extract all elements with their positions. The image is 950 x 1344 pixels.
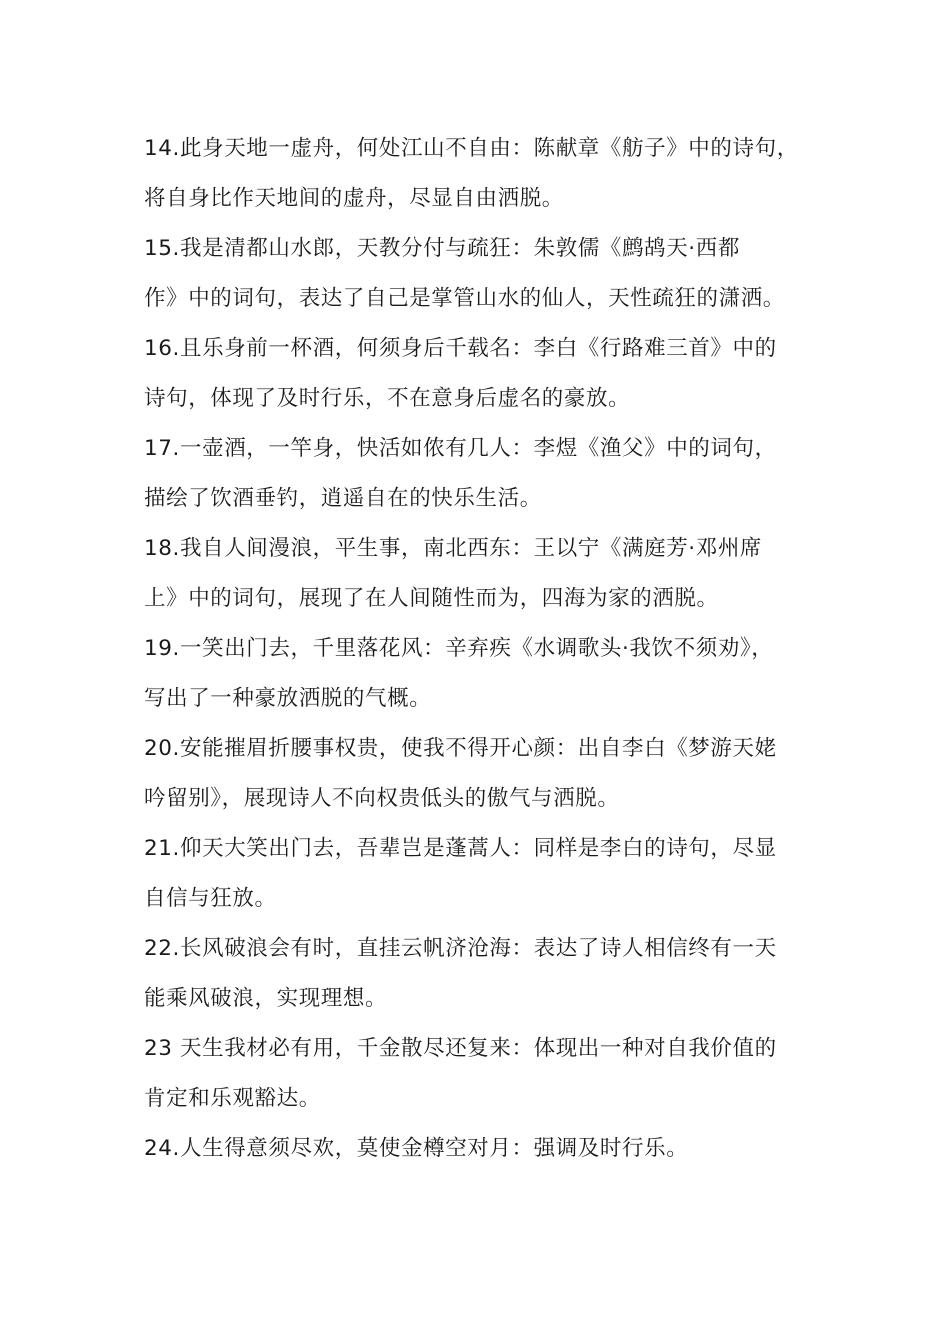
entry-23 [144,1024,814,1124]
entry-line: 22.长风破浪会有时，直挂云帆济沧海：表达了诗人相信终有一天 [144,936,777,961]
entry-line: 24.人生得意须尽欢，莫使金樽空对月：强调及时行乐。 [144,1136,689,1161]
entry-line: 16.且乐身前一杯酒，何须身后千载名：李白《行路难三首》中的 [144,336,777,361]
entry-line: 20.安能摧眉折腰事权贵，使我不得开心颜：出自李白《梦游天姥 [144,736,777,761]
entry-14 [144,124,814,224]
entry-line: 肯定和乐观豁达。 [144,1086,321,1111]
entry-line: 14.此身天地一虚舟，何处江山不自由：陈献章《舫子》中的诗句， [144,136,799,161]
entry-21 [144,824,814,924]
entry-24 [144,1124,814,1174]
entry-19 [144,624,814,724]
entry-line: 能乘风破浪，实现理想。 [144,986,388,1011]
entry-line: 上》中的词句，展现了在人间随性而为，四海为家的洒脱。 [144,586,719,611]
entry-16 [144,324,814,424]
entry-line: 23 天生我材必有用，千金散尽还复来：体现出一种对自我价值的 [144,1036,777,1061]
entry-line: 17.一壶酒，一竿身，快活如侬有几人：李煜《渔父》中的词句， [144,436,777,461]
document-body [144,124,814,1174]
entry-line: 作》中的词句，表达了自己是掌管山水的仙人，天性疏狂的潇洒。 [144,286,785,311]
entry-line: 21.仰天大笑出门去，吾辈岂是蓬蒿人：同样是李白的诗句，尽显 [144,836,777,861]
entry-line: 诗句，体现了及时行乐，不在意身后虚名的豪放。 [144,386,631,411]
entry-17 [144,424,814,524]
entry-line: 19.一笑出门去，千里落花风：辛弃疾《水调歌头·我饮不须劝》， [144,636,774,661]
entry-line: 18.我自人间漫浪，平生事，南北西东：王以宁《满庭芳·邓州席 [144,536,763,561]
entry-22 [144,924,814,1024]
entry-18 [144,524,814,624]
entry-line: 描绘了饮酒垂钓，逍遥自在的快乐生活。 [144,486,542,511]
entry-line: 自信与狂放。 [144,886,277,911]
entry-line: 将自身比作天地间的虚舟，尽显自由洒脱。 [144,186,564,211]
entry-20 [144,724,814,824]
entry-15 [144,224,814,324]
entry-line: 15.我是清都山水郎，天教分付与疏狂：朱敦儒《鹧鸪天·西都 [144,236,740,261]
entry-line: 写出了一种豪放洒脱的气概。 [144,686,432,711]
entry-line: 吟留别》，展现诗人不向权贵低头的傲气与洒脱。 [144,786,620,811]
